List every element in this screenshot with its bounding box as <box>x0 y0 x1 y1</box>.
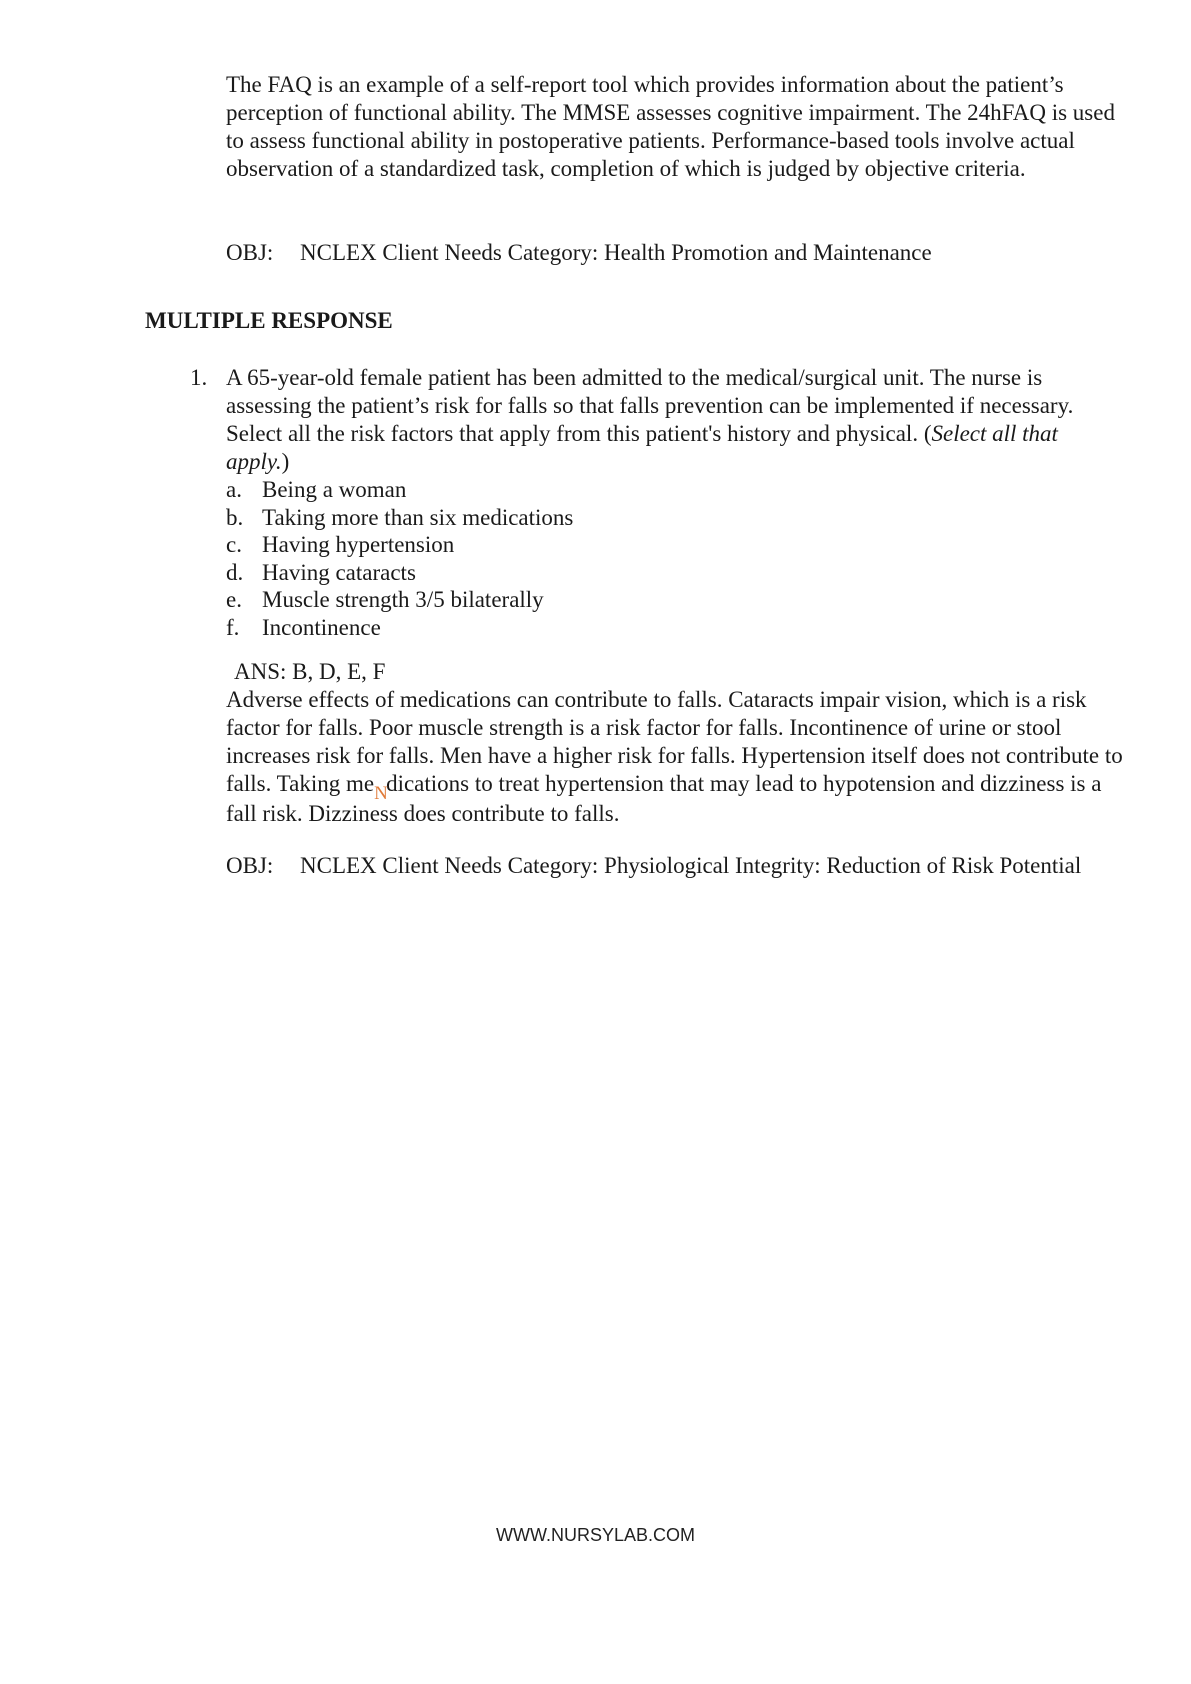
question-stem-text: A 65-year-old female patient has been admitted to the medical/surgical unit. The nurse is assessing the patient’s risk for falls so that falls prevention can be implemented if necessary. Select all the risk factors that apply from this patient's history and physical. ( <box>226 365 1074 446</box>
option-item-a <box>226 476 573 504</box>
question-instruction: Select all that apply. <box>226 421 1058 474</box>
objective-line-intro <box>226 239 932 267</box>
option-item-e <box>226 586 573 614</box>
footer-website: WWW.NURSYLAB.COM <box>495 1525 695 1545</box>
objective-label: OBJ: <box>226 240 274 265</box>
option-text: Taking more than six medications <box>262 504 574 530</box>
option-item-f <box>226 614 573 642</box>
question-stem-close: ) <box>281 449 290 474</box>
option-text: Having hypertension <box>262 532 455 558</box>
option-item-d <box>226 559 573 587</box>
objective-label: OBJ: <box>226 853 274 878</box>
intro-paragraph: The FAQ is an example of a self-report tool which provides information about the patient’s perception of functional ability. The MMSE assesses cognitive impairment. The 24hFAQ is used to assess functional ability in postoperative patients. Performance-based tools involve actual observation of a standardized task, completion of which is judged by objective criteria. <box>226 72 1115 181</box>
option-text: Muscle strength 3/5 bilaterally <box>262 587 544 613</box>
option-letter: c. <box>226 532 242 558</box>
section-heading: MULTIPLE RESPONSE <box>145 308 393 333</box>
option-item-c <box>226 531 573 559</box>
option-letter: f. <box>226 614 240 640</box>
answer-options <box>226 476 573 642</box>
option-text: Incontinence <box>262 614 381 640</box>
question-number: 1. <box>190 365 208 390</box>
objective-text: NCLEX Client Needs Category: Physiological Integrity: Reduction of Risk Potential <box>300 853 1082 878</box>
watermark-letter: N <box>374 783 388 804</box>
option-letter: b. <box>226 504 244 530</box>
question-stem <box>226 364 1126 476</box>
objective-text: NCLEX Client Needs Category: Health Promotion and Maintenance <box>300 240 932 265</box>
option-letter: d. <box>226 559 244 585</box>
rationale-paragraph <box>226 686 1126 828</box>
rationale-text: Adverse effects of medications can contribute to falls. Cataracts impair vision, which is a risk factor for falls. Poor muscle strength is a risk factor for falls. Incontinence of urine or stool increases risk for falls. Men have a higher risk for falls. Hypertension itself does not contribute to falls. Taking me <box>226 687 1123 796</box>
objective-line-question <box>226 852 1081 880</box>
answer-key: ANS: B, D, E, F <box>234 659 386 684</box>
option-letter: a. <box>226 477 242 502</box>
option-text: Being a woman <box>262 477 407 502</box>
option-text: Having cataracts <box>262 559 416 585</box>
option-item-b <box>226 504 573 532</box>
option-letter: e. <box>226 587 242 613</box>
rationale-text-continued: dications to treat hypertension that may lead to hypotension and dizziness is a fall risk. Dizziness does contribute to falls. <box>226 771 1102 826</box>
